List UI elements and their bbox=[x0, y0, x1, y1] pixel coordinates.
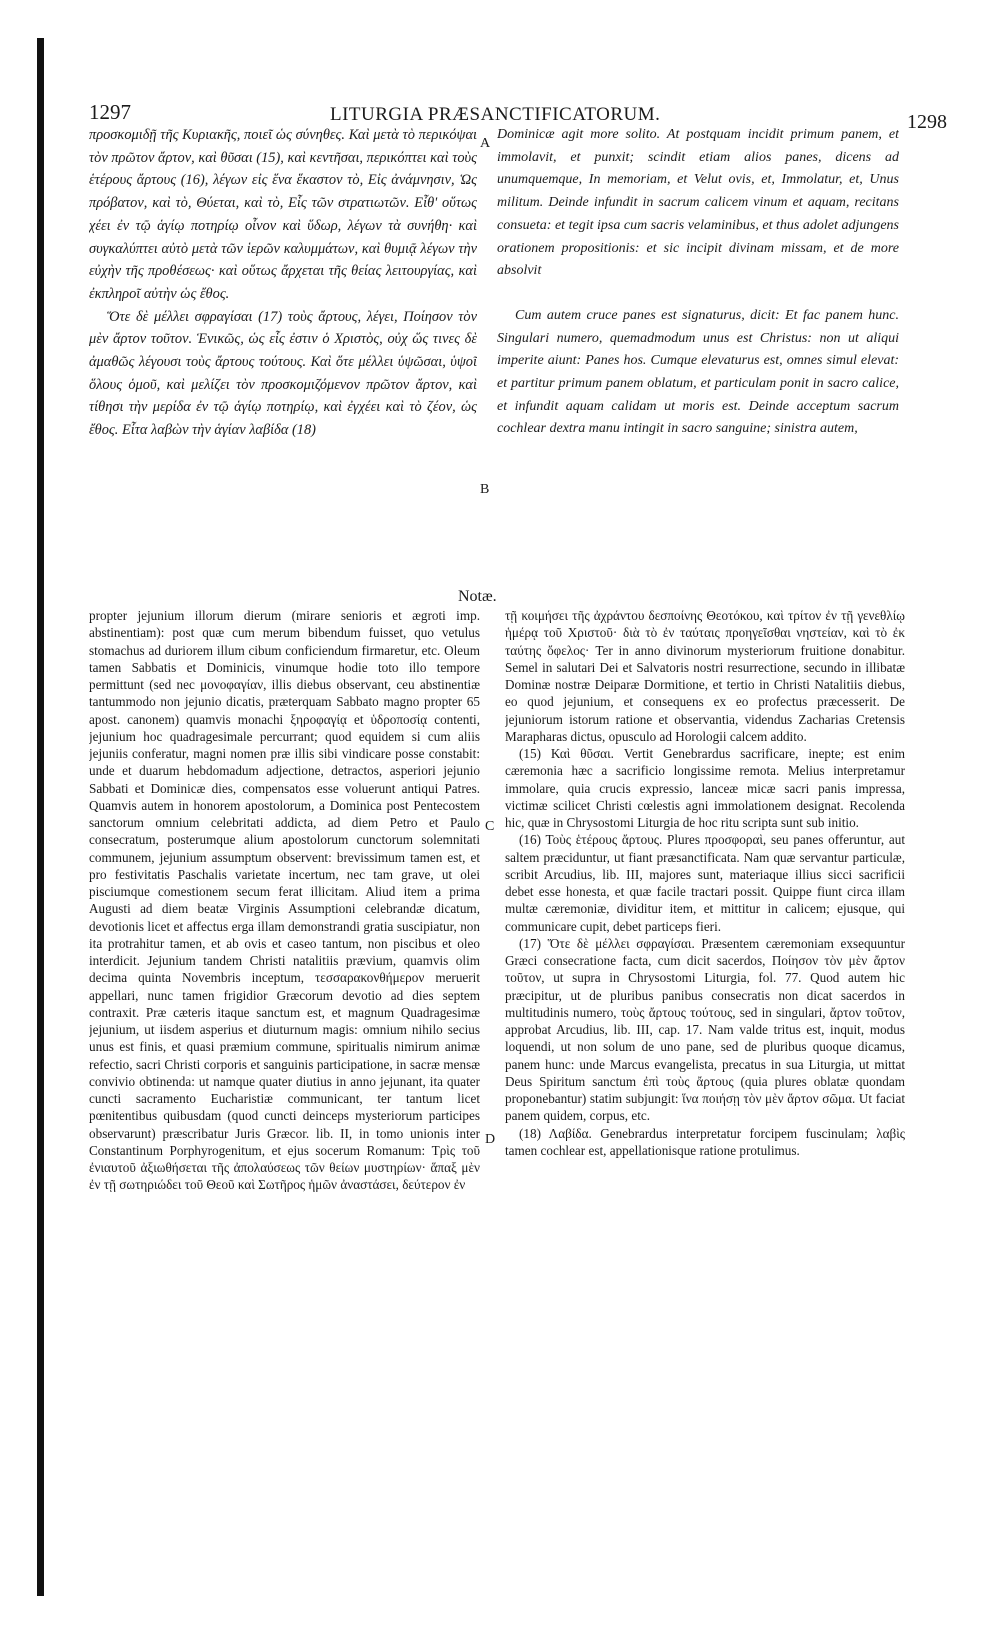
latin-paragraph-2: Cum autem cruce panes est signaturus, dicit: Et fac panem hunc. Singulari numero, quemadmodum unus est Christus: non ut aliqui imperite aiunt: Panes hos. Cumque elevaturus est, omnes simul elevat: et partitur primum panem oblatum, et particulam ponit in sacro calice, et infundit aquam calidam ut moris est. Deinde acceptum sacrum cochlear dextra manu intingit in sacro sanguine; sinistra autem, bbox=[497, 307, 899, 437]
page-number-left: 1297 bbox=[89, 100, 131, 124]
note-16: (16) Τοὺς ἑτέρους ἄρτους. Plures προσφοραὶ, seu panes offeruntur, aut saltem præciduntur, ut fiant præsanctificata. Nam quæ servantur particulæ, scribit Arcudius, lib. III, majores sunt, materiaque illius sicci sacrificii debet esse honesta, et quæ facile tractari possit. Quippe fiunt circa illam multæ cæremoniæ, dividitur item, et mittitur in calicem; ejusque, qui communicare cupit, debet particeps fieri. bbox=[505, 832, 905, 934]
note-paragraph: propter jejunium illorum dierum (mirare senioris et ægroti imp. abstinentiam): post quæ cum merum bibendum fuisset, quo vetulus stomachus ad duriorem illum cibum conficiendum firmaretur, etc. Oleum tamen Sabbatis et Dominicis, vinumque hodie toto illo tempore permittunt (sed nec μονοφαγίαν, illis diebus observant, ceu abstinentiæ tantummodo non jejunio dicatis, præterquam Sabbato magno propter 65 apost. canonem) quamvis monachi ξηροφαγίᾳ et ὑδροποσίᾳ contenti, jejunium hoc quadragesimale percurrant; quod equidem si cum aliis jejuniis conferatur, magni nomen præ illis sibi vindicare posse constabit: unde et duarum hebdomadum adjectione, detractos, asperiori jejunio Sabbati et Dominicæ dies, compensatos esse voluerunt antiqui Patres. Quamvis autem in honorem apostolorum, a Dominica post Pentecostem sanctorum omnium celebritati addicta, ad diem Petro et Paulo consecratum, posterumque alium apostolorum cunctorum solemnitati communem, jejunium assumptum observent: brevissimum tamen est, et pro festivitatis Paschalis varietate incertum, nec tam grave, ut olei pisciumque comestionem secum ferat illicitam. Aliud item a prima Augusti ad diem beatæ Virginis Assumptioni celebrandæ dicatum, devotionis licet et affectus erga illam demonstrandi gratia suscipiatur, non ita protrahitur tamen, et ab ovis et caseo tantum, non piscibus et oleo interdicit. Jejunium tandem Christi natalitiis prævium, quamvis olim decima quinta Novembris inceptum, τεσσαρακονθήμερον meruerit appellari, nunc tamen frigidior Græcorum devotio ad dies septem contraxit. Præ cæteris itaque sanctum est, et magnum Quadragesimæ jejunium, ut iisdem asperius et diuturnum magis: omnium nihilo secius unus est finis, et quasi præmium commune, spiritualis nimirum animæ refectio, sacri Christi corporis et sanguinis participatione, in sacræ mensæ convivio obtinenda: ut namque quater diutius in anno jejunant, ita quater cuncti sacramento Eucharistiæ communicant, ter tantum licet pœnitentibus quibusdam (quod cuncti deinceps mysteriorum participes observarunt) præscribatur Juris Græcor. lib. II, in tomo unionis inter Constantinum Porphyrogenitum, et ejus socerum Romanum: Τρὶς τοῦ ἐνιαυτοῦ ἀξιωθήσεται τῆς ἀπολαύσεως τῶν θείων μυστηρίων· ἅπαξ μὲν ἐν τῇ σωτηριώδει τοῦ Θεοῦ καὶ Σωτῆρος ἡμῶν ἀναστάσει, δεύτερον ἐν bbox=[89, 608, 480, 1193]
note-15: (15) Καὶ θῦσαι. Vertit Genebrardus sacrificare, inepte; est enim cæremonia hæc a sacrificio longissime remota. Melius interpretamur immolare, quia crucis expressio, lanceæ micæ sacri panis impressa, victimæ scilicet Christi cœlestis agni immolationem designat. Recolenda hic, quæ in Chrysostomi Liturgia de hoc ritu scripta sunt sub initio. bbox=[505, 746, 905, 830]
latin-paragraph-1: Dominicæ agit more solito. At postquam incidit primum panem, et immolavit, et punxit; scindit etiam alios panes, dicens ad unumquemque, In memoriam, et Velut ovis, et, Immolatur, et, Unus militum. Deinde infundit in sacrum calicem vinum et aquam, recitans consueta: et tegit ipsa cum sacris velaminibus, et thus adolet adjungens orationem propositionis: et sic incipit divinam missam, et de more absolvit bbox=[497, 127, 899, 279]
latin-text-column bbox=[497, 124, 899, 584]
greek-text-column bbox=[89, 124, 477, 584]
note-17: (17) Ὅτε δὲ μέλλει σφραγίσαι. Præsentem cæremoniam exsequuntur Græci consecratione facta, cum dicit sacerdos, Ποίησον τὸν μὲν ἄρτον τοῦτον, ut supra in Chrysostomi Liturgia, fol. 77. Quod autem hic præcipitur, ut de pluribus panibus consecratis non dicat sacerdos in multitudinis numero, τοὺς ἄρτους τούτους, sed in singulari, ἄρτον τοῦτον, approbat Arcudius, lib. III, cap. 17. Nam valde tritus est, inquit, modus loquendi, ut non solum de uno pane, sed de pluribus quoque dicamus, panem hunc: unde Marcus evangelista, precatus in sua Liturgia, ut mittat Deus Spiritum sanctum ἐπὶ τοὺς ἄρτους (quia plures oblatæ quondam proponebantur) statim subjungit: ἵνα ποιήσῃ τὸν μὲν ἄρτον σῶμα. Ut faciat panem quidem, corpus, etc. bbox=[505, 935, 905, 1124]
page-number-right: 1298 bbox=[907, 111, 947, 133]
notes-heading: Notæ. bbox=[458, 588, 497, 605]
margin-marker-a: A bbox=[480, 136, 491, 151]
running-title: LITURGIA PRÆSANCTIFICATORUM. bbox=[330, 104, 661, 125]
margin-marker-c: C bbox=[485, 819, 495, 834]
margin-marker-d: D bbox=[485, 1132, 496, 1147]
left-margin-rule bbox=[37, 38, 44, 1596]
note-paragraph: τῇ κοιμήσει τῆς ἀχράντου δεσποίνης Θεοτόκου, καὶ τρίτον ἐν τῇ γενεθλίῳ ἡμέρᾳ τοῦ Χριστοῦ· διὰ τὸ ἐν ταύταις προηγεῖσθαι νηστείαν, καὶ τὸ ἐκ ταύτης ὄφελος· Ter in anno divinorum mysteriorum fruitione donabitur. Semel in salutari Dei et Salvatoris nostri resurrectione, secundo in illibatæ Dominæ nostræ Deiparæ Dormitione, et tertio in Christi Natalitiis diebus, eo quod jejunium, et consequens ex eo profectus præcesserit. De jejuniorum istorum ratione et observantia, videndus Zacharias Cretensis Marapharas dictus, opusculo ad Horologii calcem addito. bbox=[505, 608, 905, 744]
greek-paragraph-2: Ὅτε δὲ μέλλει σφραγίσαι (17) τοὺς ἄρτους, λέγει, Ποίησον τὸν μὲν ἄρτον τοῦτον. Ἑνικῶς, ὡς εἷς ἐστιν ὁ Χριστὸς, οὐχ ὥς τινες δὲ ἀμαθῶς λέγουσι τοὺς ἄρτους τούτους. Καὶ ὅτε μέλλει ὑψῶσαι, ὑψοῖ ὅλους ὁμοῦ, καὶ μελίζει τὸν προσκομιζόμενον πρῶτον ἄρτον, καὶ τίθησι τὴν μερίδα ἐν τῷ ἁγίῳ ποτηρίῳ, καὶ ἐγχέει καὶ τὸ ζέον, ὡς ἔθος. Εἶτα λαβὼν τὴν ἁγίαν λαβίδα (18) bbox=[89, 308, 477, 439]
greek-paragraph-1: προσκομιδῇ τῆς Κυριακῆς, ποιεῖ ὡς σύνηθες. Καὶ μετὰ τὸ περικόψαι τὸν πρῶτον ἄρτον, καὶ θῦσαι (15), καὶ κεντῆσαι, περικόπτει καὶ τοὺς ἑτέρους ἄρτους (16), λέγων εἰς ἕνα ἕκαστον τὸ, Εἰς ἀνάμνησιν, Ὡς πρόβατον, καὶ τὸ, Θύεται, καὶ τὸ, Εἷς τῶν στρατιωτῶν. Εἶθ' οὕτως χέει ἐν τῷ ἁγίῳ ποτηρίῳ οἶνον καὶ ὕδωρ, λέγων τὰ συνήθη· καὶ συγκαλύπτει αὐτὸ μετὰ τῶν ἱερῶν καλυμμάτων, καὶ θυμιᾷ λέγων τὴν εὐχὴν τῆς προθέσεως· καὶ οὕτως ἄρχεται τῆς θείας λειτουργίας, καὶ ἐκπληροῖ αὐτὴν ὡς ἔθος. bbox=[89, 127, 477, 302]
notes-left-column bbox=[89, 607, 480, 1597]
note-18: (18) Λαβίδα. Genebrardus interpretatur forcipem fuscinulam; λαβὶς tamen cochlear est, appellationisque ratione protulimus. bbox=[505, 1125, 905, 1158]
notes-right-column bbox=[505, 607, 905, 1597]
margin-marker-b: B bbox=[480, 482, 490, 497]
